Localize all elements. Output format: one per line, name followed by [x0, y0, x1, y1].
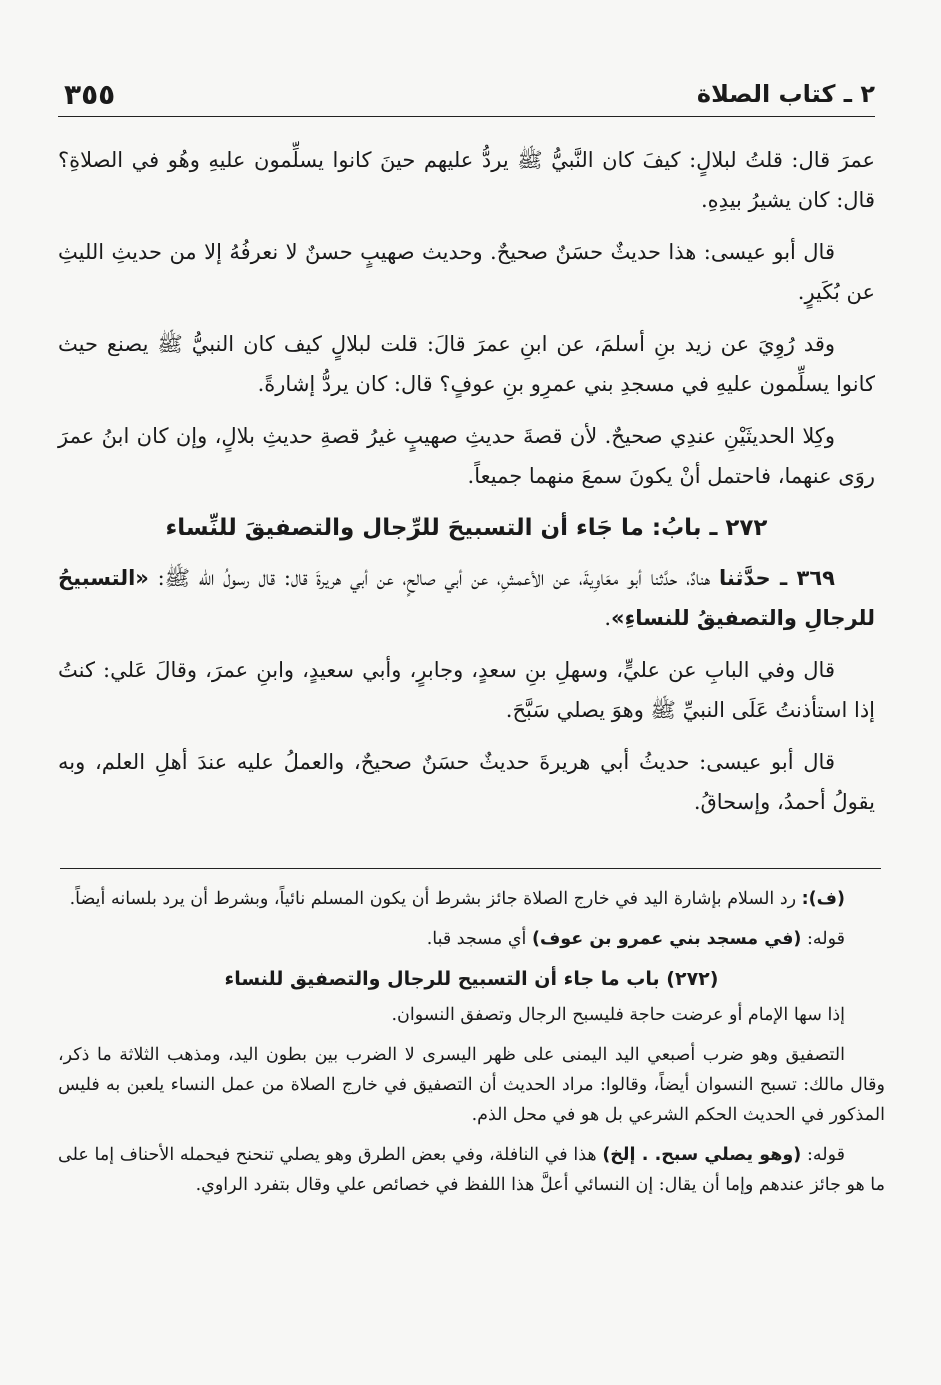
paragraph: قال وفي البابِ عن عليٍّ، وسهلِ بنِ سعدٍ، وجابرٍ، وأبي سعيدٍ، وابنِ عمرَ، وقالَ عَلي: كنتُ إذا استأذنتُ عَلَى النبيِّ ﷺ وهوَ يصلي سَبَّحَ.	[58, 658, 875, 722]
footnote-quote: (وهو يصلي سبح. . إلخ)	[602, 1145, 802, 1165]
paragraph: قال أبو عيسى: حديثُ أبي هريرةَ حديثٌ حسَنٌ صحيحٌ، والعملُ عليه عندَ أهلِ العلم، وبه يقولُ أحمدُ، وإسحاقُ.	[58, 750, 875, 814]
footnote	[58, 884, 885, 914]
page-number: ٣٥٥	[64, 78, 116, 111]
hadith-number: ٣٦٩ ـ حدَّثنا	[719, 566, 835, 590]
footnote-text: أي مسجد قبا.	[426, 929, 532, 949]
hadith-paragraph	[58, 558, 875, 638]
paragraph: وكِلا الحديثَيْنِ عندِي صحيحٌ. لأن قصةَ حديثِ صهيبٍ غيرُ قصةِ حديثِ بلالٍ، وإن كان ابنُ عمرَ روَى عنهما، فاحتمل أنْ يكونَ سمعَ منهما جميعاً.	[58, 424, 875, 488]
footnote: التصفيق وهو ضرب أصبعي اليد اليمنى على ظهر اليسرى لا الضرب بين بطون اليد، ومذهب الثلاثة ما ذكر، وقال مالك: تسبح النسوان أيضاً، وقالوا: مراد الحديث أن التصفيق في خارج الصلاة من عمل النساء يلعبن به فليس المذكور في الحديث الحكم الشرعي بل هو في محل الذم.	[58, 1045, 885, 1125]
footnote-text: رد السلام بإشارة اليد في خارج الصلاة جائز بشرط أن يكون المسلم نائياً، وبشرط أن يرد بلسانه أيضاً.	[69, 889, 802, 909]
footnote: إذا سها الإمام أو عرضت حاجة فليسبح الرجال وتصفق النسوان.	[391, 1005, 845, 1025]
footnotes	[58, 884, 885, 1210]
running-head: ٢ ـ كتاب الصلاة	[696, 80, 875, 108]
footnote-prefix: قوله:	[801, 1145, 845, 1165]
paragraph: وقد رُوِيَ عن زيد بنِ أسلمَ، عن ابنِ عمرَ قالَ: قلت لبلالٍ كيف كان النبيُّ ﷺ يصنع حيث كانوا يسلِّمون عليهِ في مسجدِ بني عمرِو بنِ عوفٍ؟ قال: كان يردُّ إشارةً.	[58, 332, 875, 396]
footnote-text: هذا في النافلة، وفي بعض الطرق وهو يصلي تنحنح فيحمله الأحناف إما على ما هو جائز عندهم وإما أن يقال: إن النسائي أعلَّ هذا اللفظ في خصائص علي وقال بتفرد الراوي.	[58, 1145, 885, 1195]
main-text	[58, 140, 875, 834]
hadith-chain: هنادٌ، حدَّثنا أبو معَاوِيةَ، عن الأعمشِ، عن أبي صالحٍ، عن أبي هريرةَ قال: قال رسولُ الله ﷺ:	[148, 566, 720, 590]
footnote-divider	[60, 868, 881, 869]
footnote-label: (ف):	[801, 889, 845, 909]
footnote	[58, 1140, 885, 1200]
hadith-quote: «التسبيحُ للرجالِ والتصفيقُ للنساءِ»	[58, 566, 875, 630]
hadith-end: .	[604, 606, 611, 630]
footnote-heading: (٢٧٢) باب ما جاء أن التسبيح للرجال والتصفيق للنساء	[224, 968, 719, 990]
footnote-quote: (في مسجد بني عمرو بن عوف)	[531, 929, 802, 949]
paragraph: عمرَ قال: قلتُ لبلالٍ: كيفَ كان النَّبيُّ ﷺ يردُّ عليهم حينَ كانوا يسلِّمون عليهِ وهُو في الصلاةِ؟ قال: كان يشيرُ بيدِهِ.	[58, 148, 875, 212]
paragraph: قال أبو عيسى: هذا حديثٌ حسَنٌ صحيحٌ. وحديث صهيبٍ حسنٌ لا نعرفُهُ إلا من حديثِ الليثِ عن بُكَيرٍ.	[58, 240, 875, 304]
footnote	[58, 924, 885, 954]
page-header	[58, 70, 875, 117]
chapter-heading: ٢٧٢ ـ بابُ: ما جَاء أن التسبيحَ للرِّجال والتصفيقَ للنِّساء	[165, 515, 768, 541]
footnote-prefix: قوله:	[801, 929, 845, 949]
